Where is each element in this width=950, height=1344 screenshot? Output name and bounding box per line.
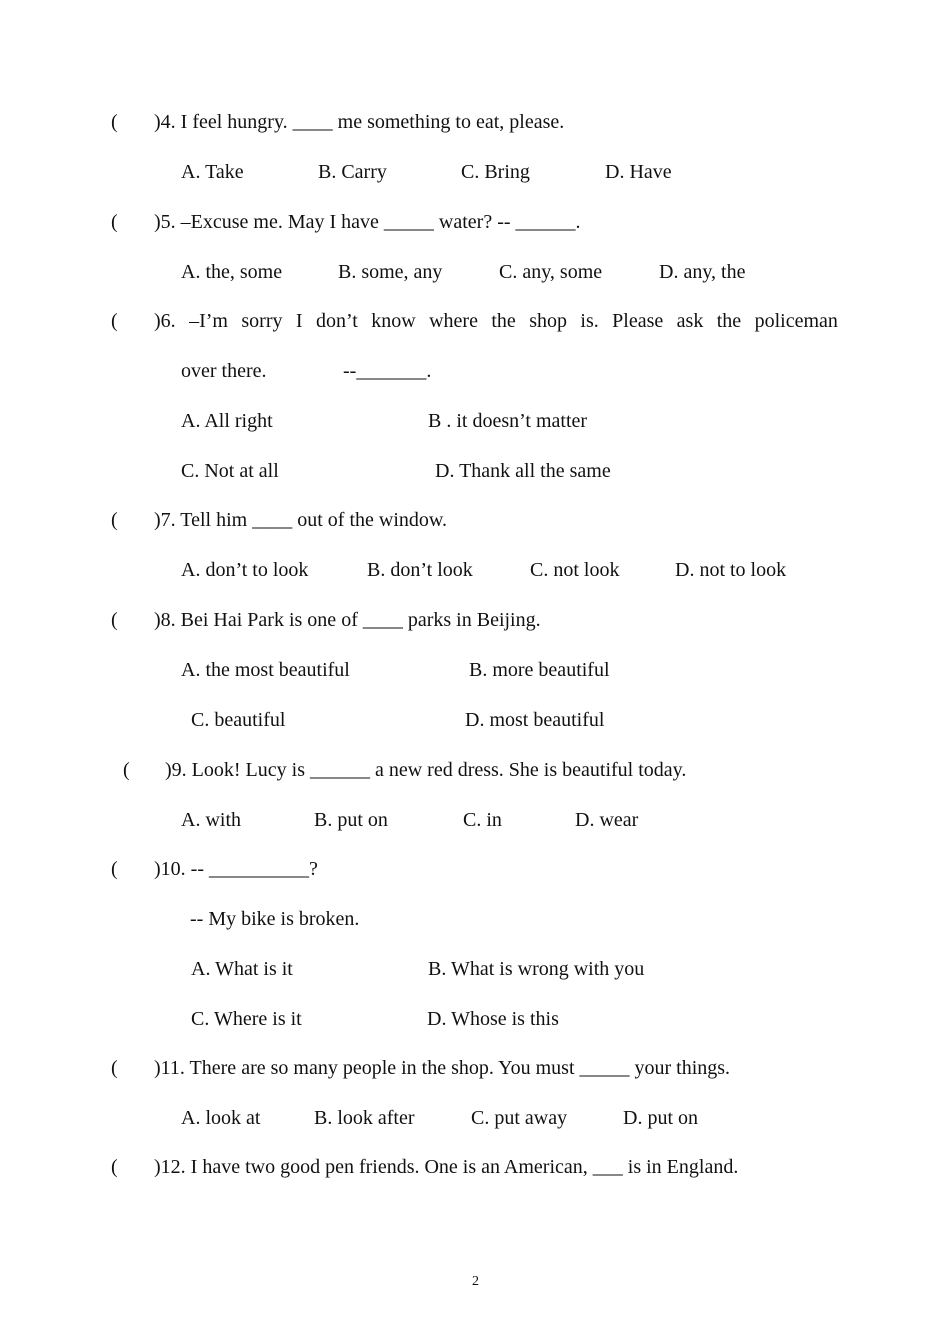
stem-word: sorry (241, 310, 283, 332)
question-stem (154, 309, 838, 333)
question-stem: )4. I feel hungry. ____ me something to eat, please. (154, 111, 565, 133)
question-stem: )8. Bei Hai Park is one of ____ parks in Beijing. (154, 609, 541, 631)
answer-bracket: ( (123, 759, 130, 781)
option-a: A. don’t to look (181, 559, 309, 581)
option-a: A. What is it (191, 958, 293, 980)
answer-bracket: ( (111, 509, 118, 531)
stem-word: I (295, 310, 303, 332)
answer-blank: --_______. (343, 360, 432, 382)
option-d: D. not to look (675, 559, 787, 581)
option-b: B. don’t look (367, 559, 473, 581)
option-b: B. look after (314, 1107, 415, 1129)
option-c: C. Where is it (191, 1008, 302, 1030)
answer-bracket: ( (111, 111, 118, 133)
stem-word: –I’m (189, 310, 228, 332)
question-stem: )12. I have two good pen friends. One is an American, ___ is in England. (154, 1156, 739, 1178)
question-stem: )11. There are so many people in the shop. You must _____ your things. (154, 1057, 731, 1079)
option-a: A. the most beautiful (181, 659, 350, 681)
stem-word: Please (612, 310, 664, 332)
option-c: C. any, some (499, 261, 603, 283)
question-stem-continued: over there. (181, 360, 267, 382)
option-c: C. beautiful (191, 709, 286, 731)
option-c: C. in (463, 809, 502, 831)
stem-word: shop (529, 310, 567, 332)
stem-word: ask (676, 310, 704, 332)
stem-word: where (429, 310, 478, 332)
stem-word: )6. (154, 310, 176, 332)
option-a: A. Take (181, 161, 244, 183)
stem-word: don’t (315, 310, 358, 332)
answer-bracket: ( (111, 1057, 118, 1079)
stem-word: know (371, 310, 416, 332)
option-a: A. All right (181, 410, 273, 432)
stem-word: the (716, 310, 742, 332)
option-d: D. any, the (659, 261, 746, 283)
answer-bracket: ( (111, 211, 118, 233)
question-stem: )5. –Excuse me. May I have _____ water? -- ______. (154, 211, 581, 233)
option-d: D. Whose is this (427, 1008, 559, 1030)
option-d: D. most beautiful (465, 709, 605, 731)
option-b: B. some, any (338, 261, 443, 283)
page-number: 2 (472, 1274, 479, 1289)
stem-word: policeman (754, 310, 838, 332)
option-c: C. Not at all (181, 460, 279, 482)
option-c: C. Bring (461, 161, 530, 183)
answer-bracket: ( (111, 858, 118, 880)
option-c: C. not look (530, 559, 620, 581)
stem-word: is. (580, 310, 599, 332)
option-b: B . it doesn’t matter (428, 410, 588, 432)
option-d: D. Thank all the same (435, 460, 611, 482)
stem-word: the (491, 310, 516, 332)
option-b: B. What is wrong with you (428, 958, 645, 980)
option-a: A. the, some (181, 261, 283, 283)
option-c: C. put away (471, 1107, 568, 1129)
option-b: B. more beautiful (469, 659, 610, 681)
option-d: D. wear (575, 809, 639, 831)
question-stem: )10. -- __________? (154, 858, 318, 880)
option-d: D. put on (623, 1107, 698, 1129)
option-a: A. with (181, 809, 241, 831)
option-d: D. Have (605, 161, 672, 183)
option-a: A. look at (181, 1107, 261, 1129)
option-b: B. put on (314, 809, 388, 831)
answer-bracket: ( (111, 609, 118, 631)
question-stem: )9. Look! Lucy is ______ a new red dress. She is beautiful today. (165, 759, 687, 781)
question-stem: )7. Tell him ____ out of the window. (154, 509, 448, 531)
question-stem-continued: -- My bike is broken. (190, 908, 360, 930)
answer-bracket: ( (111, 310, 118, 332)
option-b: B. Carry (318, 161, 387, 183)
answer-bracket: ( (111, 1156, 118, 1178)
